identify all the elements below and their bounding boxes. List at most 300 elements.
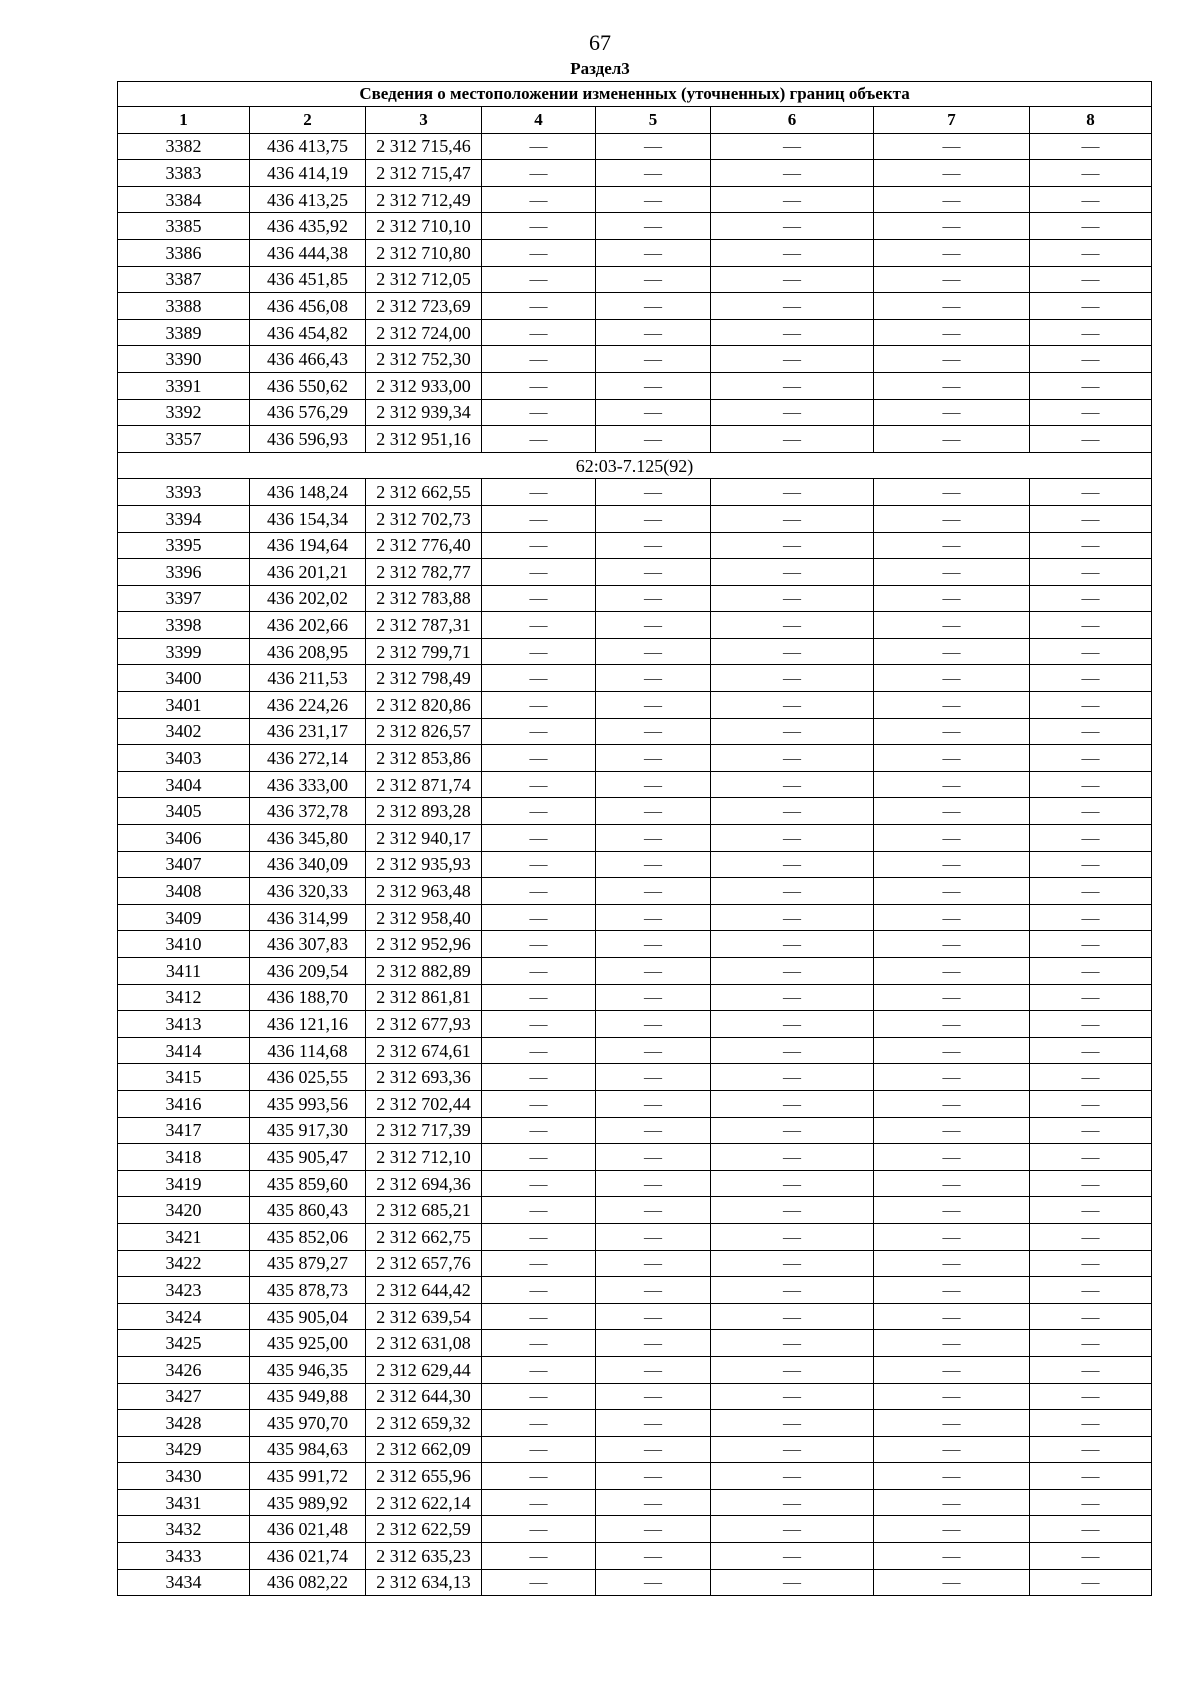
- empty-value-cell: —: [482, 1303, 596, 1330]
- empty-value-cell: —: [596, 851, 711, 878]
- column-header: 8: [1030, 107, 1152, 134]
- empty-value-cell: —: [596, 718, 711, 745]
- column-header: 6: [711, 107, 874, 134]
- point-number-cell: 3391: [118, 372, 250, 399]
- empty-value-cell: —: [596, 1330, 711, 1357]
- empty-value-cell: —: [596, 984, 711, 1011]
- empty-value-cell: —: [1030, 1543, 1152, 1570]
- y-coordinate-cell: 2 312 752,30: [366, 346, 482, 373]
- x-coordinate-cell: 436 202,02: [250, 585, 366, 612]
- point-number-cell: 3425: [118, 1330, 250, 1357]
- empty-value-cell: —: [874, 160, 1030, 187]
- x-coordinate-cell: 435 860,43: [250, 1197, 366, 1224]
- empty-value-cell: —: [874, 1197, 1030, 1224]
- x-coordinate-cell: 436 272,14: [250, 745, 366, 772]
- empty-value-cell: —: [596, 638, 711, 665]
- empty-value-cell: —: [874, 346, 1030, 373]
- empty-value-cell: —: [596, 878, 711, 905]
- point-number-cell: 3392: [118, 399, 250, 426]
- x-coordinate-cell: 436 466,43: [250, 346, 366, 373]
- empty-value-cell: —: [711, 239, 874, 266]
- empty-value-cell: —: [711, 319, 874, 346]
- empty-value-cell: —: [482, 239, 596, 266]
- x-coordinate-cell: 435 852,06: [250, 1223, 366, 1250]
- x-coordinate-cell: 435 917,30: [250, 1117, 366, 1144]
- empty-value-cell: —: [874, 825, 1030, 852]
- empty-value-cell: —: [1030, 1197, 1152, 1224]
- x-coordinate-cell: 436 414,19: [250, 160, 366, 187]
- empty-value-cell: —: [874, 1277, 1030, 1304]
- point-number-cell: 3399: [118, 638, 250, 665]
- empty-value-cell: —: [874, 984, 1030, 1011]
- empty-value-cell: —: [1030, 319, 1152, 346]
- table-row: [118, 559, 1152, 586]
- table-row: [118, 585, 1152, 612]
- table-row: [118, 1011, 1152, 1038]
- y-coordinate-cell: 2 312 963,48: [366, 878, 482, 905]
- empty-value-cell: —: [874, 1011, 1030, 1038]
- point-number-cell: 3429: [118, 1436, 250, 1463]
- x-coordinate-cell: 436 345,80: [250, 825, 366, 852]
- empty-value-cell: —: [596, 1223, 711, 1250]
- empty-value-cell: —: [711, 346, 874, 373]
- point-number-cell: 3409: [118, 904, 250, 931]
- point-number-cell: 3393: [118, 479, 250, 506]
- empty-value-cell: —: [596, 1303, 711, 1330]
- empty-value-cell: —: [874, 1223, 1030, 1250]
- point-number-cell: 3400: [118, 665, 250, 692]
- empty-value-cell: —: [874, 1516, 1030, 1543]
- point-number-cell: 3412: [118, 984, 250, 1011]
- empty-value-cell: —: [596, 505, 711, 532]
- empty-value-cell: —: [482, 692, 596, 719]
- empty-value-cell: —: [1030, 1223, 1152, 1250]
- empty-value-cell: —: [596, 559, 711, 586]
- empty-value-cell: —: [482, 1090, 596, 1117]
- empty-value-cell: —: [482, 1516, 596, 1543]
- empty-value-cell: —: [596, 426, 711, 453]
- table-row: [118, 319, 1152, 346]
- table-row: [118, 1410, 1152, 1437]
- empty-value-cell: —: [874, 798, 1030, 825]
- empty-value-cell: —: [482, 1250, 596, 1277]
- empty-value-cell: —: [711, 559, 874, 586]
- y-coordinate-cell: 2 312 871,74: [366, 771, 482, 798]
- x-coordinate-cell: 435 984,63: [250, 1436, 366, 1463]
- x-coordinate-cell: 435 993,56: [250, 1090, 366, 1117]
- empty-value-cell: —: [874, 239, 1030, 266]
- empty-value-cell: —: [482, 984, 596, 1011]
- point-number-cell: 3423: [118, 1277, 250, 1304]
- y-coordinate-cell: 2 312 958,40: [366, 904, 482, 931]
- empty-value-cell: —: [482, 186, 596, 213]
- table-row: [118, 1569, 1152, 1596]
- x-coordinate-cell: 436 340,09: [250, 851, 366, 878]
- point-number-cell: 3419: [118, 1170, 250, 1197]
- y-coordinate-cell: 2 312 787,31: [366, 612, 482, 639]
- table-row: [118, 1277, 1152, 1304]
- table-row: [118, 1463, 1152, 1490]
- empty-value-cell: —: [596, 1383, 711, 1410]
- empty-value-cell: —: [482, 532, 596, 559]
- empty-value-cell: —: [874, 1250, 1030, 1277]
- empty-value-cell: —: [482, 479, 596, 506]
- table-row: [118, 1064, 1152, 1091]
- y-coordinate-cell: 2 312 882,89: [366, 958, 482, 985]
- empty-value-cell: —: [874, 399, 1030, 426]
- section-label: Раздел3: [570, 59, 630, 78]
- point-number-cell: 3418: [118, 1144, 250, 1171]
- x-coordinate-cell: 436 148,24: [250, 479, 366, 506]
- empty-value-cell: —: [1030, 239, 1152, 266]
- x-coordinate-cell: 435 925,00: [250, 1330, 366, 1357]
- table-row: [118, 239, 1152, 266]
- table-row: [118, 1250, 1152, 1277]
- empty-value-cell: —: [711, 372, 874, 399]
- x-coordinate-cell: 435 991,72: [250, 1463, 366, 1490]
- empty-value-cell: —: [711, 426, 874, 453]
- empty-value-cell: —: [711, 984, 874, 1011]
- x-coordinate-cell: 436 435,92: [250, 213, 366, 240]
- empty-value-cell: —: [711, 1144, 874, 1171]
- empty-value-cell: —: [1030, 1569, 1152, 1596]
- table-row: [118, 1303, 1152, 1330]
- empty-value-cell: —: [482, 1463, 596, 1490]
- point-number-cell: 3397: [118, 585, 250, 612]
- empty-value-cell: —: [482, 1383, 596, 1410]
- empty-value-cell: —: [1030, 559, 1152, 586]
- empty-value-cell: —: [874, 1569, 1030, 1596]
- y-coordinate-cell: 2 312 826,57: [366, 718, 482, 745]
- empty-value-cell: —: [596, 1516, 711, 1543]
- table-row: [118, 1543, 1152, 1570]
- empty-value-cell: —: [1030, 984, 1152, 1011]
- table-row: [118, 479, 1152, 506]
- point-number-cell: 3424: [118, 1303, 250, 1330]
- y-coordinate-cell: 2 312 712,10: [366, 1144, 482, 1171]
- point-number-cell: 3421: [118, 1223, 250, 1250]
- empty-value-cell: —: [874, 904, 1030, 931]
- point-number-cell: 3382: [118, 133, 250, 160]
- point-number-cell: 3388: [118, 293, 250, 320]
- x-coordinate-cell: 435 970,70: [250, 1410, 366, 1437]
- y-coordinate-cell: 2 312 644,42: [366, 1277, 482, 1304]
- table-row: [118, 878, 1152, 905]
- y-coordinate-cell: 2 312 939,34: [366, 399, 482, 426]
- empty-value-cell: —: [874, 585, 1030, 612]
- empty-value-cell: —: [874, 1117, 1030, 1144]
- table-row: [118, 984, 1152, 1011]
- empty-value-cell: —: [711, 1090, 874, 1117]
- empty-value-cell: —: [874, 771, 1030, 798]
- empty-value-cell: —: [1030, 1250, 1152, 1277]
- empty-value-cell: —: [596, 931, 711, 958]
- x-coordinate-cell: 436 154,34: [250, 505, 366, 532]
- empty-value-cell: —: [874, 372, 1030, 399]
- point-number-cell: 3357: [118, 426, 250, 453]
- empty-value-cell: —: [596, 1197, 711, 1224]
- empty-value-cell: —: [596, 771, 711, 798]
- table-row: [118, 825, 1152, 852]
- point-number-cell: 3426: [118, 1356, 250, 1383]
- empty-value-cell: —: [711, 186, 874, 213]
- y-coordinate-cell: 2 312 723,69: [366, 293, 482, 320]
- empty-value-cell: —: [711, 771, 874, 798]
- y-coordinate-cell: 2 312 893,28: [366, 798, 482, 825]
- empty-value-cell: —: [482, 293, 596, 320]
- empty-value-cell: —: [596, 1277, 711, 1304]
- empty-value-cell: —: [711, 692, 874, 719]
- empty-value-cell: —: [711, 399, 874, 426]
- empty-value-cell: —: [482, 878, 596, 905]
- point-number-cell: 3427: [118, 1383, 250, 1410]
- empty-value-cell: —: [596, 213, 711, 240]
- empty-value-cell: —: [711, 798, 874, 825]
- y-coordinate-cell: 2 312 622,14: [366, 1489, 482, 1516]
- empty-value-cell: —: [482, 399, 596, 426]
- y-coordinate-cell: 2 312 674,61: [366, 1037, 482, 1064]
- table-row: [118, 1223, 1152, 1250]
- table-row: [118, 372, 1152, 399]
- y-coordinate-cell: 2 312 685,21: [366, 1197, 482, 1224]
- table-row: [118, 1489, 1152, 1516]
- empty-value-cell: —: [874, 133, 1030, 160]
- y-coordinate-cell: 2 312 933,00: [366, 372, 482, 399]
- empty-value-cell: —: [482, 1197, 596, 1224]
- y-coordinate-cell: 2 312 724,00: [366, 319, 482, 346]
- x-coordinate-cell: 436 596,93: [250, 426, 366, 453]
- table-row: [118, 505, 1152, 532]
- empty-value-cell: —: [596, 346, 711, 373]
- empty-value-cell: —: [596, 665, 711, 692]
- empty-value-cell: —: [874, 665, 1030, 692]
- y-coordinate-cell: 2 312 820,86: [366, 692, 482, 719]
- empty-value-cell: —: [1030, 1170, 1152, 1197]
- x-coordinate-cell: 436 413,75: [250, 133, 366, 160]
- point-number-cell: 3385: [118, 213, 250, 240]
- y-coordinate-cell: 2 312 662,55: [366, 479, 482, 506]
- point-number-cell: 3432: [118, 1516, 250, 1543]
- x-coordinate-cell: 436 454,82: [250, 319, 366, 346]
- empty-value-cell: —: [596, 1436, 711, 1463]
- table-row: [118, 1436, 1152, 1463]
- empty-value-cell: —: [711, 266, 874, 293]
- y-coordinate-cell: 2 312 853,86: [366, 745, 482, 772]
- empty-value-cell: —: [1030, 931, 1152, 958]
- point-number-cell: 3386: [118, 239, 250, 266]
- empty-value-cell: —: [482, 1117, 596, 1144]
- empty-value-cell: —: [596, 399, 711, 426]
- x-coordinate-cell: 436 121,16: [250, 1011, 366, 1038]
- empty-value-cell: —: [874, 213, 1030, 240]
- table-row: [118, 133, 1152, 160]
- empty-value-cell: —: [711, 878, 874, 905]
- y-coordinate-cell: 2 312 783,88: [366, 585, 482, 612]
- point-number-cell: 3405: [118, 798, 250, 825]
- empty-value-cell: —: [874, 851, 1030, 878]
- page-number: 67: [589, 30, 611, 55]
- point-number-cell: 3389: [118, 319, 250, 346]
- empty-value-cell: —: [711, 638, 874, 665]
- empty-value-cell: —: [874, 692, 1030, 719]
- empty-value-cell: —: [482, 1170, 596, 1197]
- y-coordinate-cell: 2 312 635,23: [366, 1543, 482, 1570]
- empty-value-cell: —: [596, 1463, 711, 1490]
- x-coordinate-cell: 435 859,60: [250, 1170, 366, 1197]
- point-number-cell: 3396: [118, 559, 250, 586]
- x-coordinate-cell: 436 372,78: [250, 798, 366, 825]
- x-coordinate-cell: 436 208,95: [250, 638, 366, 665]
- table-row: [118, 266, 1152, 293]
- y-coordinate-cell: 2 312 715,46: [366, 133, 482, 160]
- empty-value-cell: —: [596, 692, 711, 719]
- point-number-cell: 3394: [118, 505, 250, 532]
- empty-value-cell: —: [1030, 426, 1152, 453]
- empty-value-cell: —: [1030, 1117, 1152, 1144]
- point-number-cell: 3420: [118, 1197, 250, 1224]
- point-number-cell: 3415: [118, 1064, 250, 1091]
- empty-value-cell: —: [482, 1223, 596, 1250]
- empty-value-cell: —: [596, 612, 711, 639]
- empty-value-cell: —: [1030, 771, 1152, 798]
- table-row: [118, 1037, 1152, 1064]
- y-coordinate-cell: 2 312 940,17: [366, 825, 482, 852]
- point-number-cell: 3410: [118, 931, 250, 958]
- y-coordinate-cell: 2 312 782,77: [366, 559, 482, 586]
- empty-value-cell: —: [711, 612, 874, 639]
- empty-value-cell: —: [711, 718, 874, 745]
- table-row: [118, 186, 1152, 213]
- empty-value-cell: —: [1030, 213, 1152, 240]
- table-row: [118, 612, 1152, 639]
- empty-value-cell: —: [874, 479, 1030, 506]
- column-header: 5: [596, 107, 711, 134]
- empty-value-cell: —: [482, 958, 596, 985]
- table-row: [118, 692, 1152, 719]
- empty-value-cell: —: [596, 1117, 711, 1144]
- empty-value-cell: —: [874, 638, 1030, 665]
- empty-value-cell: —: [482, 825, 596, 852]
- empty-value-cell: —: [874, 266, 1030, 293]
- empty-value-cell: —: [711, 1463, 874, 1490]
- empty-value-cell: —: [874, 1064, 1030, 1091]
- x-coordinate-cell: 436 456,08: [250, 293, 366, 320]
- empty-value-cell: —: [482, 931, 596, 958]
- empty-value-cell: —: [596, 319, 711, 346]
- empty-value-cell: —: [482, 372, 596, 399]
- y-coordinate-cell: 2 312 629,44: [366, 1356, 482, 1383]
- empty-value-cell: —: [711, 1011, 874, 1038]
- empty-value-cell: —: [874, 1303, 1030, 1330]
- x-coordinate-cell: 435 879,27: [250, 1250, 366, 1277]
- empty-value-cell: —: [596, 745, 711, 772]
- y-coordinate-cell: 2 312 776,40: [366, 532, 482, 559]
- group-label: 62:03-7.125(92): [118, 452, 1152, 479]
- empty-value-cell: —: [874, 1330, 1030, 1357]
- point-number-cell: 3434: [118, 1569, 250, 1596]
- empty-value-cell: —: [1030, 1144, 1152, 1171]
- empty-value-cell: —: [1030, 1011, 1152, 1038]
- empty-value-cell: —: [596, 133, 711, 160]
- empty-value-cell: —: [711, 1277, 874, 1304]
- empty-value-cell: —: [711, 1037, 874, 1064]
- empty-value-cell: —: [596, 1250, 711, 1277]
- y-coordinate-cell: 2 312 717,39: [366, 1117, 482, 1144]
- empty-value-cell: —: [596, 1356, 711, 1383]
- table-row: [118, 958, 1152, 985]
- y-coordinate-cell: 2 312 951,16: [366, 426, 482, 453]
- empty-value-cell: —: [596, 904, 711, 931]
- table-caption-row: [118, 82, 1152, 107]
- table-row: [118, 638, 1152, 665]
- y-coordinate-cell: 2 312 634,13: [366, 1569, 482, 1596]
- empty-value-cell: —: [596, 186, 711, 213]
- point-number-cell: 3383: [118, 160, 250, 187]
- empty-value-cell: —: [482, 426, 596, 453]
- x-coordinate-cell: 436 025,55: [250, 1064, 366, 1091]
- empty-value-cell: —: [1030, 1277, 1152, 1304]
- empty-value-cell: —: [482, 1436, 596, 1463]
- column-header-row: [118, 107, 1152, 134]
- point-number-cell: 3417: [118, 1117, 250, 1144]
- empty-value-cell: —: [596, 798, 711, 825]
- empty-value-cell: —: [596, 1569, 711, 1596]
- x-coordinate-cell: 436 188,70: [250, 984, 366, 1011]
- empty-value-cell: —: [596, 825, 711, 852]
- y-coordinate-cell: 2 312 659,32: [366, 1410, 482, 1437]
- empty-value-cell: —: [482, 904, 596, 931]
- empty-value-cell: —: [482, 319, 596, 346]
- empty-value-cell: —: [1030, 266, 1152, 293]
- table-row: [118, 665, 1152, 692]
- table-row: [118, 798, 1152, 825]
- empty-value-cell: —: [711, 958, 874, 985]
- empty-value-cell: —: [711, 479, 874, 506]
- column-header: 1: [118, 107, 250, 134]
- x-coordinate-cell: 436 413,25: [250, 186, 366, 213]
- x-coordinate-cell: 436 114,68: [250, 1037, 366, 1064]
- x-coordinate-cell: 436 231,17: [250, 718, 366, 745]
- x-coordinate-cell: 436 202,66: [250, 612, 366, 639]
- y-coordinate-cell: 2 312 702,73: [366, 505, 482, 532]
- empty-value-cell: —: [482, 266, 596, 293]
- empty-value-cell: —: [1030, 798, 1152, 825]
- table-row: [118, 1516, 1152, 1543]
- y-coordinate-cell: 2 312 677,93: [366, 1011, 482, 1038]
- y-coordinate-cell: 2 312 639,54: [366, 1303, 482, 1330]
- empty-value-cell: —: [874, 1090, 1030, 1117]
- empty-value-cell: —: [482, 1543, 596, 1570]
- table-row: [118, 1117, 1152, 1144]
- x-coordinate-cell: 435 905,47: [250, 1144, 366, 1171]
- empty-value-cell: —: [711, 1303, 874, 1330]
- empty-value-cell: —: [711, 1330, 874, 1357]
- empty-value-cell: —: [1030, 1489, 1152, 1516]
- point-number-cell: 3422: [118, 1250, 250, 1277]
- empty-value-cell: —: [482, 1410, 596, 1437]
- x-coordinate-cell: 436 444,38: [250, 239, 366, 266]
- empty-value-cell: —: [482, 718, 596, 745]
- empty-value-cell: —: [874, 931, 1030, 958]
- point-number-cell: 3411: [118, 958, 250, 985]
- empty-value-cell: —: [1030, 1516, 1152, 1543]
- column-header: 7: [874, 107, 1030, 134]
- empty-value-cell: —: [482, 1277, 596, 1304]
- empty-value-cell: —: [874, 1356, 1030, 1383]
- point-number-cell: 3406: [118, 825, 250, 852]
- empty-value-cell: —: [874, 1410, 1030, 1437]
- point-number-cell: 3407: [118, 851, 250, 878]
